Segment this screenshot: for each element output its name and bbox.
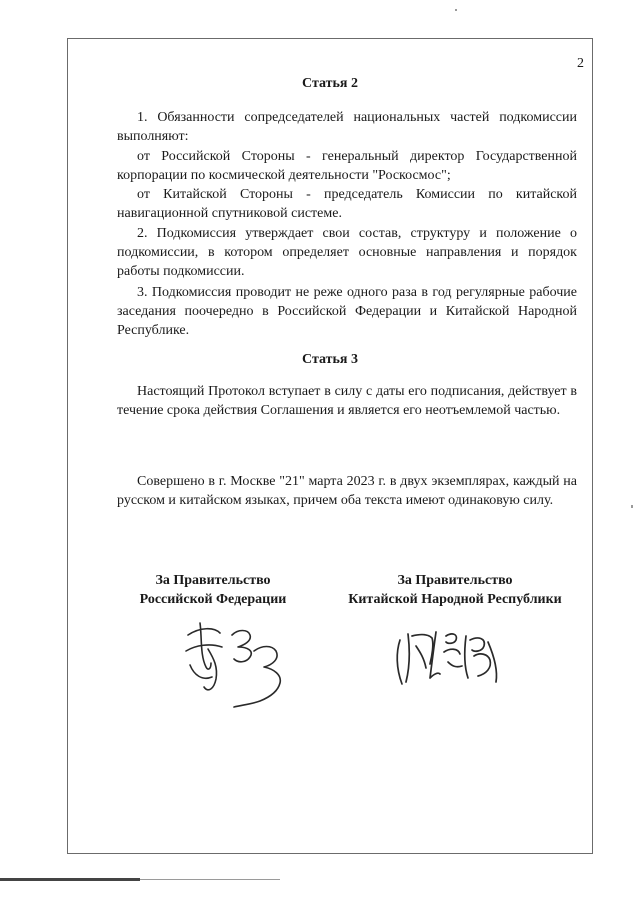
- signature-russia: [178, 615, 298, 710]
- signature-title-line: За Правительство: [397, 573, 513, 588]
- scan-edge-line: [140, 879, 280, 880]
- signature-block-china: [325, 571, 585, 609]
- article-2-paragraph: 2. Подкомиссия утверждает свои состав, структуру и положение о подкомиссии, в котором определяет основные направления и порядок работы подкомиссии.: [117, 226, 577, 280]
- signature-china: [390, 622, 510, 694]
- article-3-paragraph: Настоящий Протокол вступает в силу с даты его подписания, действует в течение срока действия Соглашения и является его неотъемлемой частью.: [117, 384, 577, 419]
- article-3-heading: Статья 3: [302, 352, 358, 367]
- page-number: 2: [577, 56, 584, 71]
- article-2-paragraph: от Российской Стороны - генеральный директор Государственной корпорации по космической деятельности "Роскосмос";: [117, 149, 577, 184]
- scan-speck: [455, 9, 457, 11]
- signature-block-russia: [113, 571, 313, 609]
- scan-speck: [631, 505, 633, 508]
- done-clause: Совершено в г. Москве "21" марта 2023 г. в двух экземплярах, каждый на русском и китайском языках, причем оба текста имеют одинаковую силу.: [117, 474, 577, 509]
- article-2-paragraph: от Китайской Стороны - председатель Комиссии по китайской навигационной спутниковой системе.: [117, 187, 577, 222]
- signature-title-line: Российской Федерации: [139, 592, 287, 607]
- article-2-paragraph: 1. Обязанности сопредседателей национальных частей подкомиссии выполняют:: [117, 110, 577, 145]
- scan-edge-line: [0, 878, 140, 881]
- article-2-heading: Статья 2: [302, 76, 358, 91]
- article-2-paragraph: 3. Подкомиссия проводит не реже одного раза в год регулярные рабочие заседания поочередно в Российской Федерации и Китайской Народной Республике.: [117, 285, 577, 339]
- signature-title-line: Китайской Народной Республики: [348, 592, 562, 607]
- signature-title-line: За Правительство: [155, 573, 271, 588]
